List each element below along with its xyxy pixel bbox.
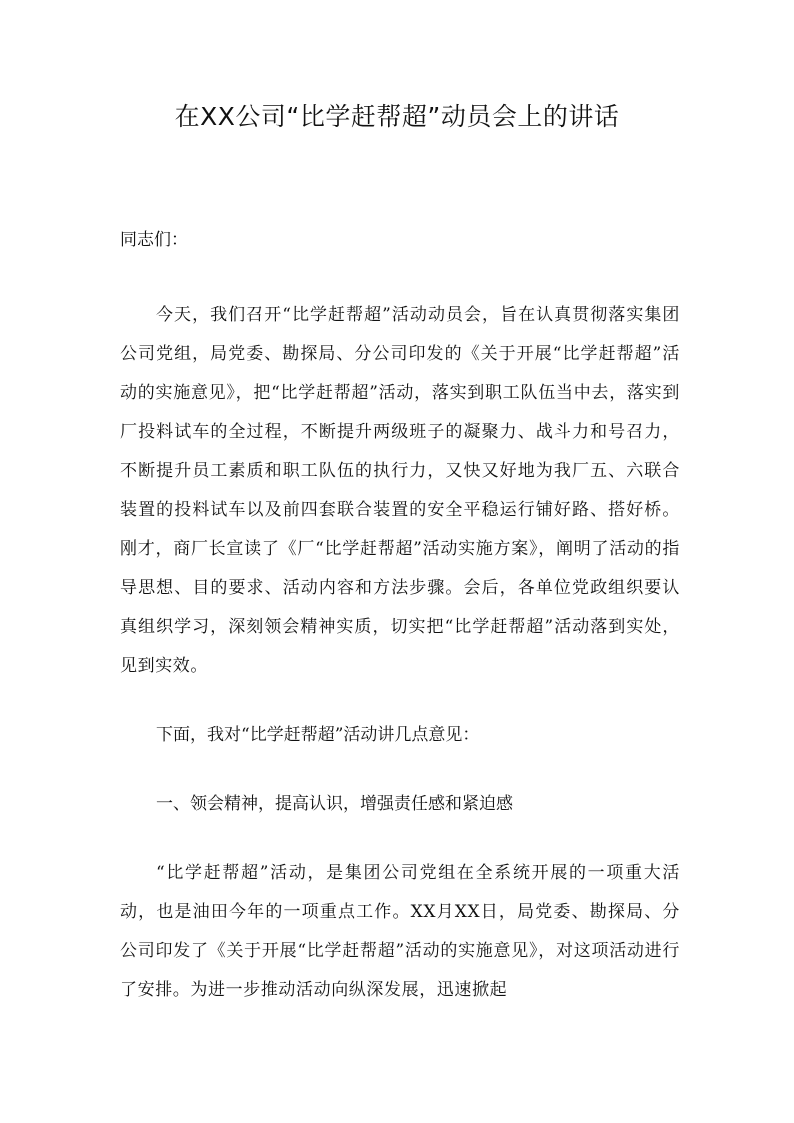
section-paragraph-1: “比学赶帮超”活动，是集团公司党组在全系统开展的一项重大活动，也是油田今年的一项重点工作。XX月XX日，局党委、勘探局、分公司印发了《关于开展“比学赶帮超”活动的实施意见》，对这项活动进行了安排。为进一步推动活动向纵深发展，迅速掀起 xyxy=(120,863,680,1000)
section-heading-1: 一、领会精神，提高认识，增强责任感和紧迫感 xyxy=(156,794,513,814)
document-title: 在XX公司“比学赶帮超”动员会上的讲话 xyxy=(174,102,620,131)
document-body xyxy=(120,221,680,1010)
salutation: 同志们： xyxy=(120,230,188,250)
opening-paragraph: 今天，我们召开“比学赶帮超”活动动员会，旨在认真贯彻落实集团公司党组，局党委、勘探局、分公司印发的《关于开展“比学赶帮超”活动的实施意见》，把“比学赶帮超”活动，落实到职工队伍当中去，落实到厂投料试车的全过程，不断提升两级班子的凝聚力、战斗力和号召力，不断提升员工素质和职工队伍的执行力，又快又好地为我厂五、六联合装置的投料试车以及前四套联合装置的安全平稳运行铺好路、搭好桥。刚才，商厂长宣读了《厂“比学赶帮超”活动实施方案》，阐明了活动的指导思想、目的要求、活动内容和方法步骤。会后，各单位党政组织要认真组织学习，深刻领会精神实质，切实把“比学赶帮超”活动落到实处，见到实效。 xyxy=(120,305,680,676)
intro-line: 下面，我对“比学赶帮超”活动讲几点意见： xyxy=(156,725,480,745)
